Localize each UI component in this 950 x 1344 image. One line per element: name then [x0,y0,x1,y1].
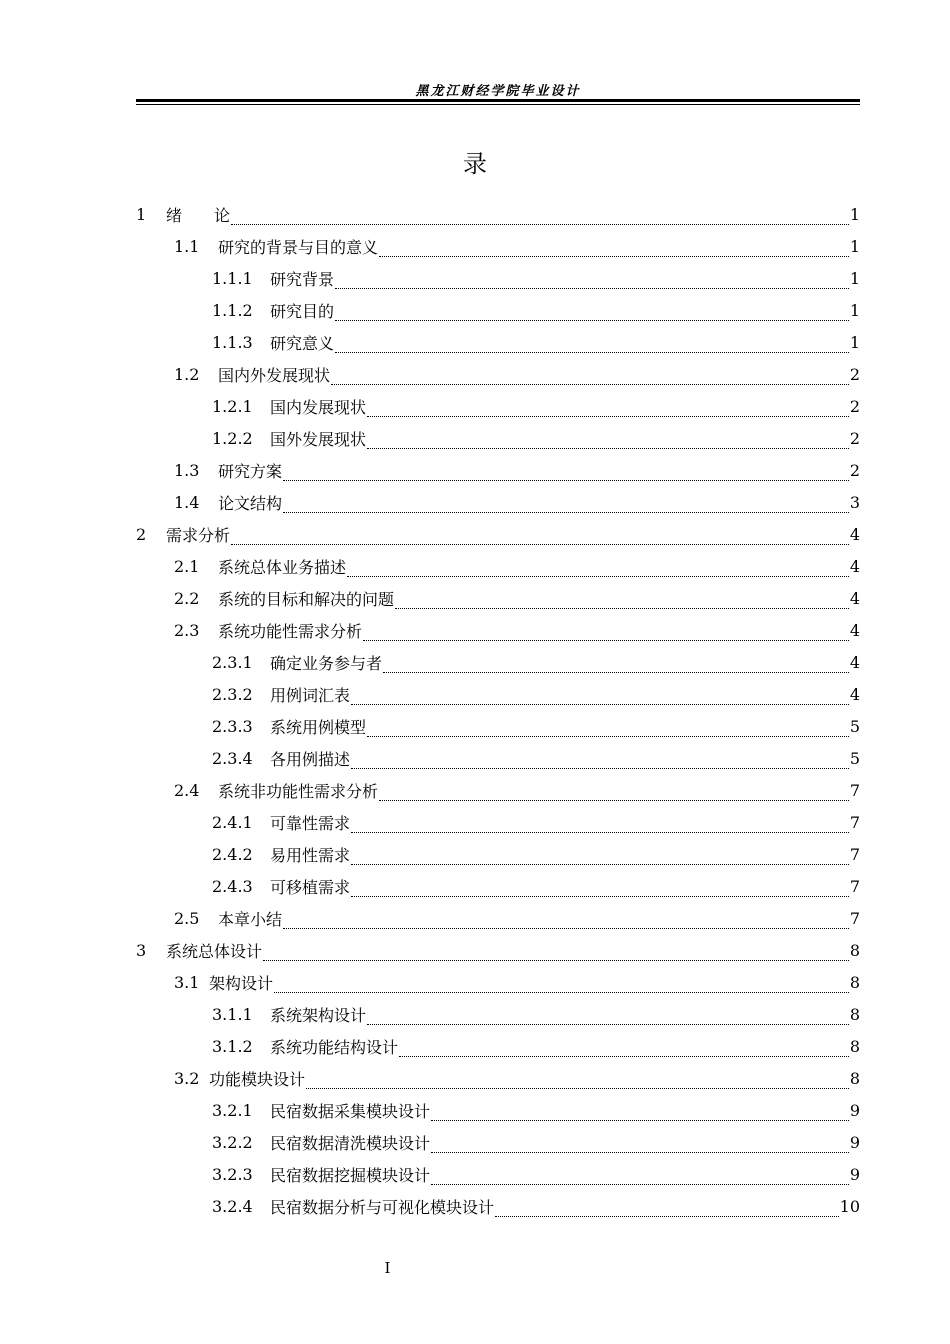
toc-dot-leader [383,671,849,673]
toc-entry-number: 1.2 [174,364,200,384]
toc-entry[interactable] [136,294,860,326]
toc-dot-leader [347,575,849,577]
toc-entry[interactable] [136,1158,860,1190]
toc-entry-number: 2 [136,524,147,544]
toc-dot-leader [306,1087,849,1089]
toc-entry[interactable] [136,678,860,710]
toc-entry-page: 1 [849,204,860,224]
toc-heading: 录 [463,150,487,178]
toc-entry-title: 研究背景 [270,269,335,289]
toc-entry-title: 各用例描述 [270,749,351,769]
toc-dot-leader [335,287,849,289]
toc-dot-leader [399,1055,849,1057]
toc-dot-leader [351,767,849,769]
toc-entry-number: 1.3 [174,460,200,480]
toc-dot-leader [367,447,849,449]
toc-entry-number: 2.1 [174,556,200,576]
toc-entry-page: 1 [849,236,860,256]
toc-entry-number: 1 [136,204,147,224]
document-header-title: 黑龙江财经学院毕业设计 [415,84,581,99]
toc-entry[interactable] [136,806,860,838]
toc-entry-page: 4 [849,620,860,640]
toc-entry[interactable] [136,838,860,870]
header-rule-thick [136,99,860,102]
toc-entry-number: 3.2.1 [212,1100,253,1120]
toc-entry-page: 1 [849,268,860,288]
table-of-contents [136,198,860,1222]
toc-entry[interactable] [136,646,860,678]
toc-dot-leader [283,927,849,929]
toc-entry-page: 9 [849,1100,860,1120]
toc-entry-page: 8 [849,1068,860,1088]
toc-entry-title: 可移植需求 [270,877,351,897]
toc-entry-page: 7 [849,844,860,864]
toc-dot-leader [431,1183,849,1185]
toc-entry-title: 论文结构 [218,493,283,513]
toc-entry[interactable] [136,1126,860,1158]
toc-entry-number: 3.1 [174,972,200,992]
toc-entry-page: 9 [849,1164,860,1184]
toc-entry-title: 国内发展现状 [270,397,367,417]
toc-entry-page: 8 [849,1036,860,1056]
toc-entry-page: 4 [849,524,860,544]
toc-entry-number: 3.1.1 [212,1004,253,1024]
toc-entry-number: 2.5 [174,908,200,928]
toc-entry-title: 系统用例模型 [270,717,367,737]
toc-entry-page: 2 [849,428,860,448]
toc-dot-leader [351,703,849,705]
toc-entry-page: 4 [849,588,860,608]
header-rule-thin [136,104,860,105]
toc-entry[interactable] [136,1190,860,1222]
toc-dot-leader [231,223,849,225]
toc-entry[interactable] [136,262,860,294]
toc-entry[interactable] [136,934,860,966]
toc-entry[interactable] [136,390,860,422]
toc-entry-title: 系统功能结构设计 [270,1037,399,1057]
toc-entry[interactable] [136,454,860,486]
toc-entry-title: 民宿数据清洗模块设计 [270,1133,431,1153]
toc-entry-title: 系统的目标和解决的问题 [218,589,395,609]
toc-entry-title: 民宿数据分析与可视化模块设计 [270,1197,495,1217]
toc-dot-leader [335,351,849,353]
toc-entry[interactable] [136,998,860,1030]
toc-entry-page: 2 [849,460,860,480]
toc-dot-leader [367,735,849,737]
toc-entry-title: 国内外发展现状 [218,365,331,385]
toc-entry-number: 1.2.1 [212,396,253,416]
toc-entry-title: 可靠性需求 [270,813,351,833]
toc-dot-leader [331,383,849,385]
toc-entry-number: 3 [136,940,147,960]
toc-entry[interactable] [136,326,860,358]
toc-entry-page: 10 [839,1196,860,1216]
toc-entry-page: 4 [849,556,860,576]
toc-entry[interactable] [136,774,860,806]
toc-dot-leader [431,1151,849,1153]
toc-dot-leader [263,959,849,961]
toc-dot-leader [351,895,849,897]
toc-entry-title: 国外发展现状 [270,429,367,449]
toc-entry[interactable] [136,870,860,902]
toc-entry[interactable] [136,582,860,614]
toc-dot-leader [379,799,849,801]
toc-dot-leader [351,863,849,865]
toc-entry-number: 2.4.2 [212,844,253,864]
toc-entry-title: 功能模块设计 [209,1069,306,1089]
toc-dot-leader [367,1023,849,1025]
toc-entry-page: 4 [849,652,860,672]
toc-entry-title: 易用性需求 [270,845,351,865]
toc-entry-title: 研究的背景与目的意义 [218,237,379,257]
toc-entry-number: 1.1.2 [212,300,253,320]
toc-entry-title: 民宿数据采集模块设计 [270,1101,431,1121]
toc-entry[interactable] [136,1094,860,1126]
toc-entry-page: 5 [849,748,860,768]
toc-dot-leader [283,479,849,481]
toc-entry[interactable] [136,550,860,582]
toc-entry-number: 2.2 [174,588,200,608]
toc-entry-number: 3.2.4 [212,1196,253,1216]
toc-entry-number: 1.2.2 [212,428,253,448]
toc-dot-leader [367,415,849,417]
toc-entry-number: 2.3.3 [212,716,253,736]
toc-entry-title: 系统非功能性需求分析 [218,781,379,801]
toc-entry-page: 7 [849,780,860,800]
toc-entry-title: 需求分析 [166,525,231,545]
toc-entry-page: 7 [849,908,860,928]
toc-entry-number: 3.2.3 [212,1164,253,1184]
toc-entry-number: 2.3.4 [212,748,253,768]
toc-entry[interactable] [136,742,860,774]
toc-entry-title: 系统功能性需求分析 [218,621,363,641]
toc-entry-number: 2.3.2 [212,684,253,704]
toc-entry-number: 1.1.1 [212,268,253,288]
toc-entry-title: 民宿数据挖掘模块设计 [270,1165,431,1185]
toc-entry[interactable] [136,358,860,390]
toc-entry[interactable] [136,1062,860,1094]
toc-entry-title: 研究目的 [270,301,335,321]
toc-entry-title: 研究方案 [218,461,283,481]
toc-entry-page: 1 [849,332,860,352]
toc-entry-page: 8 [849,940,860,960]
toc-entry-number: 3.2 [174,1068,200,1088]
toc-entry-page: 7 [849,812,860,832]
toc-entry-page: 7 [849,876,860,896]
toc-dot-leader [495,1215,839,1217]
toc-entry-number: 2.3.1 [212,652,253,672]
toc-dot-leader [363,639,849,641]
toc-entry-page: 9 [849,1132,860,1152]
toc-entry-title: 确定业务参与者 [270,653,383,673]
toc-entry-title: 绪 论 [166,205,231,225]
toc-entry-number: 3.1.2 [212,1036,253,1056]
toc-entry[interactable] [136,198,860,230]
toc-entry-page: 2 [849,396,860,416]
toc-entry[interactable] [136,230,860,262]
toc-entry-page: 3 [849,492,860,512]
toc-entry-title: 研究意义 [270,333,335,353]
toc-entry[interactable] [136,614,860,646]
toc-dot-leader [395,607,849,609]
toc-dot-leader [283,511,849,513]
toc-entry[interactable] [136,902,860,934]
toc-dot-leader [274,991,849,993]
toc-entry-number: 1.4 [174,492,200,512]
toc-entry-number: 2.4.1 [212,812,253,832]
toc-entry-number: 1.1.3 [212,332,253,352]
toc-dot-leader [431,1119,849,1121]
toc-entry-title: 系统架构设计 [270,1005,367,1025]
toc-entry-page: 1 [849,300,860,320]
toc-entry-number: 2.3 [174,620,200,640]
toc-entry-page: 8 [849,972,860,992]
toc-entry[interactable] [136,1030,860,1062]
toc-dot-leader [379,255,849,257]
toc-entry-page: 5 [849,716,860,736]
toc-entry-number: 2.4.3 [212,876,253,896]
toc-entry[interactable] [136,422,860,454]
toc-entry[interactable] [136,518,860,550]
toc-dot-leader [351,831,849,833]
toc-entry-title: 用例词汇表 [270,685,351,705]
toc-dot-leader [231,543,849,545]
toc-entry-title: 架构设计 [209,973,274,993]
toc-entry-title: 系统总体业务描述 [218,557,347,577]
toc-entry-page: 4 [849,684,860,704]
toc-entry[interactable] [136,486,860,518]
toc-entry[interactable] [136,710,860,742]
toc-entry-number: 1.1 [174,236,200,256]
toc-entry-title: 系统总体设计 [166,941,263,961]
toc-entry-number: 3.2.2 [212,1132,253,1152]
toc-entry-page: 8 [849,1004,860,1024]
toc-dot-leader [335,319,849,321]
toc-entry-page: 2 [849,364,860,384]
footer-page-number: I [384,1259,391,1277]
toc-entry[interactable] [136,966,860,998]
toc-entry-number: 2.4 [174,780,200,800]
toc-entry-title: 本章小结 [218,909,283,929]
